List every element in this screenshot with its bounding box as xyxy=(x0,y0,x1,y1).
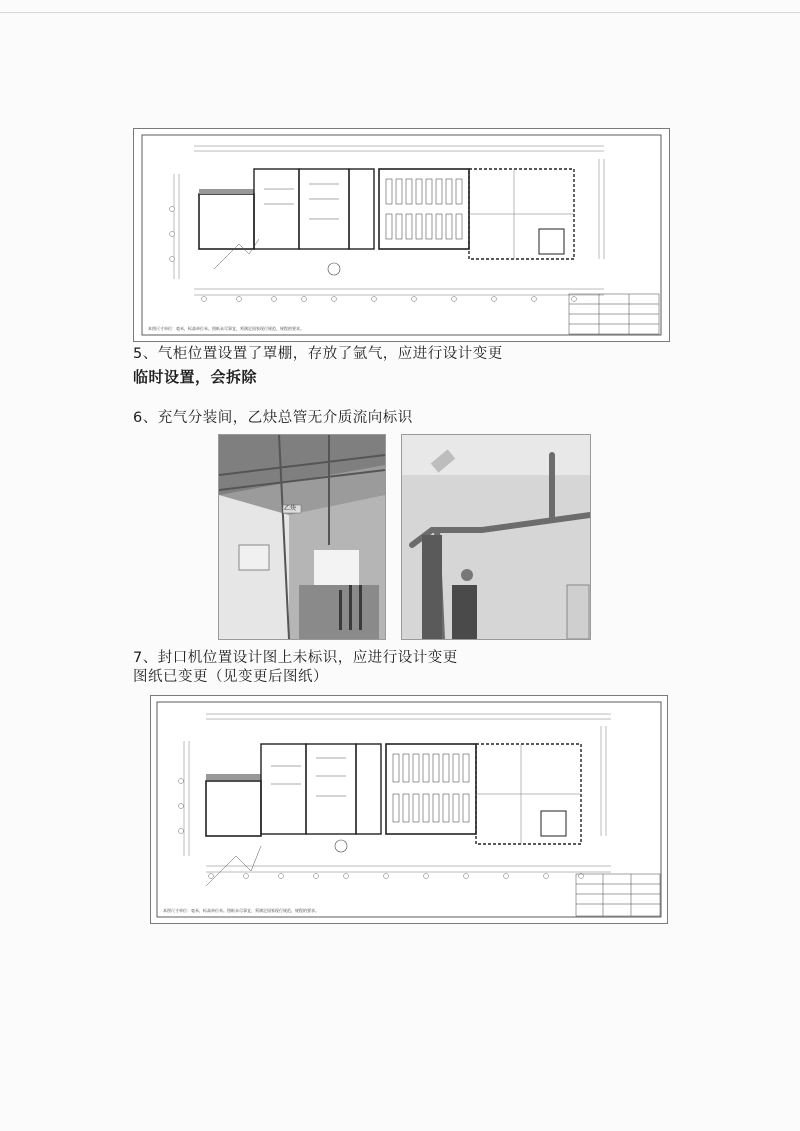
photo-left-image xyxy=(219,435,385,639)
floor-plan-svg xyxy=(134,129,669,341)
issue-7-response: 图纸已变更（见变更后图纸） xyxy=(133,669,328,685)
issue-7-text: 7、封口机位置设计图上未标识，应进行设计变更 xyxy=(133,650,458,666)
drawing-note-revised: 本图尺寸单位：毫米，标高单位米。图纸未尽事宜，须满足国家现行规范、规程的要求。 xyxy=(163,908,319,913)
floor-plan-svg-revised xyxy=(151,696,667,923)
acetylene-sign: 乙炔 xyxy=(284,505,297,512)
drawing-note: 本图尺寸单位：毫米，标高单位米。图纸未尽事宜，须满足国家现行规范、规程的要求。 xyxy=(148,326,304,331)
photo-right-image xyxy=(402,435,590,639)
page-top-rule xyxy=(0,12,800,13)
issue-6-text: 6、充气分装间，乙炔总管无介质流向标识 xyxy=(133,410,413,426)
issue-5-text: 5、气柜位置设置了罩棚，存放了氩气，应进行设计变更 xyxy=(133,346,503,362)
photo-gas-filling-room-corridor xyxy=(218,434,386,640)
issue-5-response: 临时设置，会拆除 xyxy=(133,368,258,386)
floor-plan-drawing-revised xyxy=(150,695,668,924)
floor-plan-drawing-before xyxy=(133,128,670,342)
photo-acetylene-header-pipe xyxy=(401,434,591,640)
